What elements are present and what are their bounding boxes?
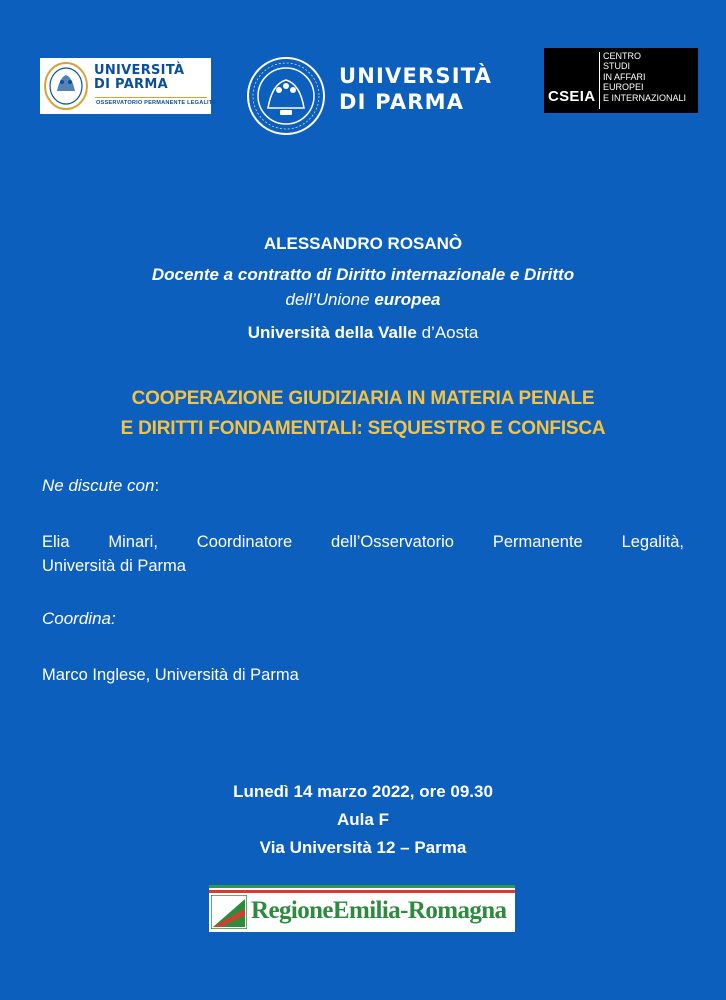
discussant-label — [42, 476, 159, 496]
logo-left-line2: DI PARMA — [94, 77, 168, 92]
cseia-acronym: CSEIA — [548, 88, 596, 105]
cseia-line: E INTERNAZIONALI — [603, 92, 687, 103]
university-wordmark — [339, 63, 492, 115]
discussant-word: Minari, — [108, 533, 158, 551]
discussant-line1 — [42, 530, 684, 554]
talk-title — [0, 384, 726, 444]
cseia-line: STUDI — [603, 61, 630, 72]
regione-wordmark: RegioneEmilia-Romagna — [251, 897, 507, 924]
discussant-label-text: Ne discute con — [42, 476, 155, 495]
cseia-logo — [544, 48, 698, 113]
event-details — [0, 778, 726, 862]
coordinator-text: Marco Inglese, Università di Parma — [42, 666, 299, 684]
discussant-word: Legalità, — [621, 533, 684, 551]
logo-center-line2: DI PARMA — [339, 90, 465, 114]
logo-left-line1: UNIVERSITÀ — [94, 63, 185, 78]
logo-center-line1: UNIVERSITÀ — [339, 64, 493, 88]
cseia-line: CENTRO — [603, 51, 641, 61]
speaker-role-part: europea — [374, 290, 441, 309]
discussant-word: Permanente — [492, 533, 583, 551]
event-date: Lunedì 14 marzo 2022, ore 09.30 — [233, 782, 493, 801]
logo-left-subtitle: OSSERVATORIO PERMANENTE LEGALITÀ — [96, 100, 217, 106]
discussant-label-colon: : — [154, 476, 160, 495]
cseia-line: EUROPEI — [603, 82, 644, 93]
osservatorio-logo — [40, 58, 217, 114]
cseia-divider — [599, 52, 600, 109]
speaker-university-part: Università della Valle — [247, 323, 417, 342]
discussant-line2: Università di Parma — [42, 557, 186, 575]
regione-logo — [209, 885, 515, 932]
logo-divider — [95, 97, 207, 98]
speaker-role-part: dell’Unione — [285, 290, 375, 309]
university-seal-icon — [43, 61, 89, 111]
talk-title-line2: E DIRITTI FONDAMENTALI: SEQUESTRO E CONFISCA — [120, 418, 606, 439]
discussant-word: Coordinatore — [196, 533, 293, 551]
discussant-text — [42, 530, 684, 578]
regione-emblem-icon — [211, 895, 247, 929]
speaker-university — [0, 323, 726, 343]
coordinator-label: Coordina: — [42, 609, 116, 628]
speaker-role-line1: Docente a contratto di Diritto internazionale e Diritto — [151, 265, 575, 284]
stripe-red — [209, 890, 515, 893]
speaker-role-line2 — [0, 287, 726, 312]
event-room: Aula F — [337, 810, 389, 829]
speaker-name: ALESSANDRO ROSANÒ — [263, 234, 463, 253]
discussant-word: dell’Osservatorio — [331, 533, 454, 551]
talk-title-line1: COOPERAZIONE GIUDIZIARIA IN MATERIA PENALE — [131, 388, 595, 409]
speaker-university-part: d’Aosta — [416, 323, 479, 342]
cseia-line: IN AFFARI — [603, 71, 646, 82]
discussant-word: Elia — [42, 533, 70, 551]
cseia-fullname — [603, 51, 686, 103]
event-address: Via Università 12 – Parma — [259, 838, 467, 857]
university-seal-icon — [246, 56, 326, 136]
speaker-role — [0, 262, 726, 312]
